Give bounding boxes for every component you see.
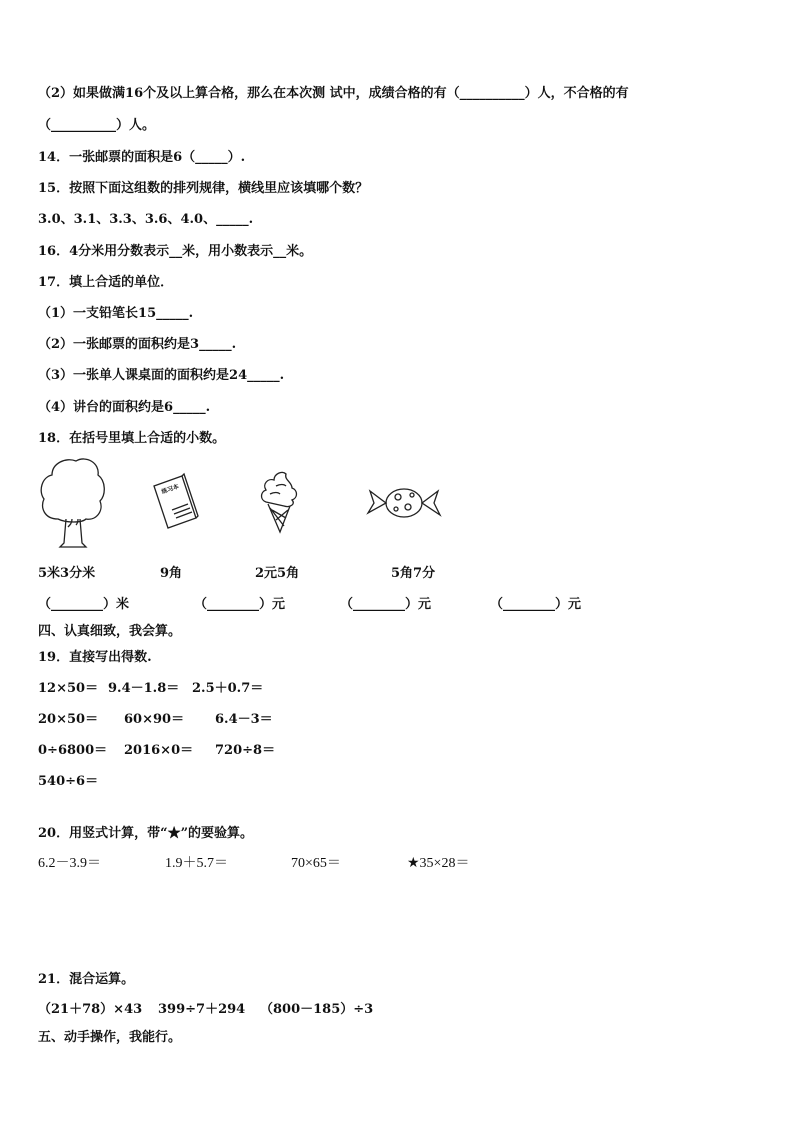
- q19-row3-c: 720÷8＝: [215, 743, 276, 758]
- q20-item-3: 70×65＝: [291, 856, 341, 871]
- q20-item-4: ★35×28＝: [407, 856, 470, 871]
- question-17-item-3: （3）一张单人课桌面的面积约是24_____.: [38, 368, 285, 383]
- blank-ice-cream: （________）元: [340, 597, 432, 612]
- tree-icon: [38, 455, 108, 550]
- ice-cream-icon: [258, 466, 302, 536]
- question-19-stem: 19．直接写出得数.: [38, 650, 152, 665]
- question-16: 16．4分米用分数表示__米，用小数表示__米。: [38, 244, 313, 259]
- q19-row2-a: 20×50＝: [38, 712, 99, 727]
- q20-item-1: 6.2－3.9＝: [38, 856, 101, 871]
- question-18-stem: 18．在括号里填上合适的小数。: [38, 431, 226, 446]
- question-20-stem: 20．用竖式计算，带“★”的要验算。: [38, 826, 254, 841]
- q20-item-2: 1.9＋5.7＝: [165, 856, 228, 871]
- question-17-item-2: （2）一张邮票的面积约是3_____.: [38, 337, 237, 352]
- question-15-stem: 15．按照下面这组数的排列规律，横线里应该填哪个数？: [38, 181, 369, 196]
- section-5-heading: 五、动手操作，我能行。: [38, 1030, 182, 1045]
- blank-tree: （________）米: [38, 597, 130, 612]
- label-tree: 5米3分米: [38, 566, 96, 581]
- q21-item-3: （800－185）÷3: [260, 1002, 374, 1017]
- question-17-stem: 17．填上合适的单位．: [38, 275, 174, 290]
- q13-part2-line1: （2）如果做满16个及以上算合格，那么在本次测 试中，成绩合格的有（__________）人，不合格的有: [38, 86, 629, 101]
- q21-item-2: 399÷7＋294: [158, 1002, 246, 1017]
- label-notebook: 9角: [160, 566, 183, 581]
- q19-row2-c: 6.4－3＝: [215, 712, 273, 727]
- q21-item-1: （21＋78）×43: [38, 1002, 143, 1017]
- question-15-sequence: 3.0、3.1、3.3、3.6、4.0、_____.: [38, 212, 254, 227]
- q19-row1-c: 2.5＋0.7＝: [192, 681, 264, 696]
- question-14: 14．一张邮票的面积是6（_____）.: [38, 150, 246, 165]
- question-17-item-4: （4）讲台的面积约是6_____.: [38, 400, 211, 415]
- question-21-stem: 21．混合运算。: [38, 972, 135, 987]
- q19-row1-b: 9.4－1.8＝: [108, 681, 180, 696]
- q13-part2-line2: （__________）人。: [38, 118, 156, 133]
- label-candy: 5角7分: [391, 566, 436, 581]
- q19-row4-a: 540÷6＝: [38, 774, 99, 789]
- q19-row1-a: 12×50＝: [38, 681, 99, 696]
- notebook-label: 练习本: [160, 483, 181, 496]
- section-4-heading: 四、认真细致，我会算。: [38, 624, 182, 639]
- blank-candy: （________）元: [490, 597, 582, 612]
- candy-icon: [366, 483, 442, 523]
- question-17-item-1: （1）一支铅笔长15_____.: [38, 306, 194, 321]
- q19-row3-b: 2016×0＝: [124, 743, 194, 758]
- blank-notebook: （________）元: [194, 597, 286, 612]
- q19-row2-b: 60×90＝: [124, 712, 185, 727]
- q19-row3-a: 0÷6800＝: [38, 743, 108, 758]
- label-ice-cream: 2元5角: [255, 566, 300, 581]
